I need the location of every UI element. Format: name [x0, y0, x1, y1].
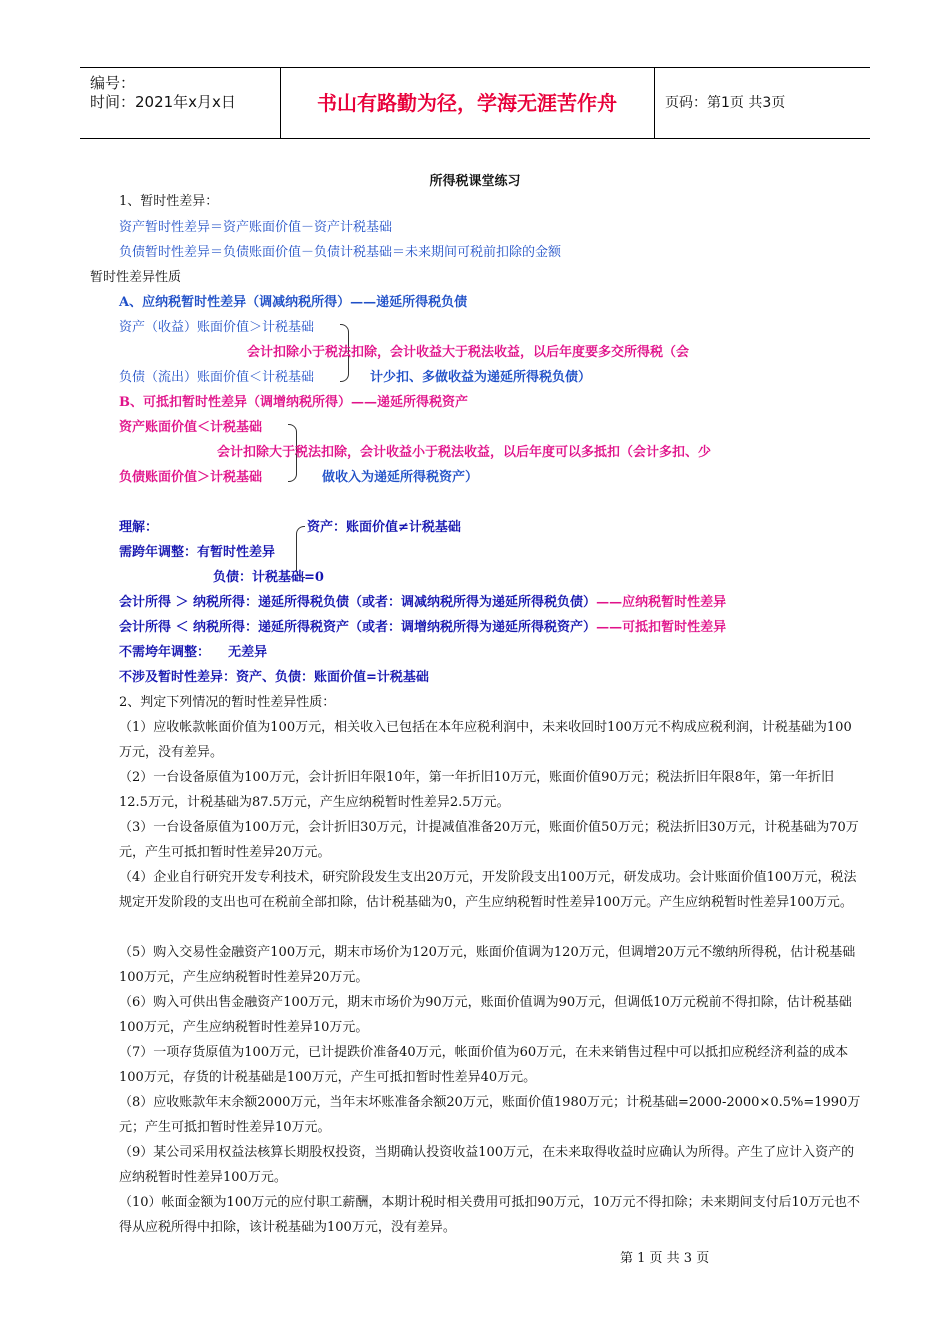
header-page-info: 页码：第1页 共3页 [665, 95, 786, 111]
deductible-diff-heading: B、可抵扣暂时性差异（调增纳税所得）——递延所得税资产 [119, 395, 468, 410]
exercise-item-9: （9）某公司采用权益法核算长期股权投资，当期确认投资收益100万元，在未来取得收益时应确认为所得。产生了应计入资产的应纳税暂时性差异100万元。 [119, 1145, 855, 1185]
case1-result: ——应纳税暂时性差异 [596, 595, 727, 610]
case2-result: ——可抵扣暂时性差异 [596, 620, 727, 635]
exercise-item-3: （3）一台设备原值为100万元，会计折旧30万元，计提减值准备20万元，账面价值50万元；税法折旧30万元，计税基础为70万元，产生可抵扣暂时性差异20万元。 [119, 820, 859, 860]
document-number-label: 编号： [90, 74, 136, 92]
no-temporary-difference: 不涉及暂时性差异：资产、负债：账面价值=计税基础 [119, 670, 429, 685]
header-page-cell [655, 68, 870, 138]
deductible-explain-1: 会计扣除大于税法扣除，会计收益小于税法收益，以后年度可以多抵扣（会计多扣、少 [217, 445, 712, 460]
header-motto-cell [280, 68, 655, 138]
taxable-explain-1: 会计扣除小于税法扣除，会计收益大于税法收益，以后年度要多交所得税（会 [247, 345, 690, 360]
understanding-label: 理解： [119, 520, 159, 535]
understanding-liability: 负债：计税基础=0 [213, 570, 324, 585]
deductible-explain-2: 做收入为递延所得税资产） [322, 470, 479, 485]
exercise-item-10: （10）帐面金额为100万元的应付职工薪酬，本期计税时相关费用可抵扣90万元，10万元不得扣除；未来期间支付后10万元也不得从应税所得中扣除，该计税基础为100万元，没有差异。 [119, 1195, 860, 1235]
taxable-liability-condition: 负债（流出）账面价值＜计税基础 [119, 370, 315, 385]
cross-year-adjust: 需跨年调整：有暂时性差异 [119, 545, 276, 560]
section1-heading: 1、暂时性差异： [119, 194, 219, 209]
page-footer: 第 1 页 共 3 页 [620, 1251, 710, 1266]
exercise-item-1: （1）应收帐款帐面价值为100万元，相关收入已包括在本年应税利润中，未来收回时100万元不构成应税利润，计税基础为100万元，没有差异。 [119, 720, 852, 760]
case-accounting-greater [119, 594, 726, 612]
header-left-cell [80, 68, 281, 138]
exercise-item-6: （6）购入可供出售金融资产100万元，期末市场价为90万元，账面价值调为90万元，但调低10万元税前不得扣除，估计税基础100万元，产生应纳税暂时性差异10万元。 [119, 995, 852, 1035]
exercise-item-2: （2）一台设备原值为100万元，会计折旧年限10年，第一年折旧10万元，账面价值90万元；税法折旧年限8年，第一年折旧12.5万元，计税基础为87.5万元，产生应纳税暂时性差异2.5万元。 [119, 770, 834, 810]
section2-heading: 2、判定下列情况的暂时性差异性质： [119, 695, 336, 710]
case-accounting-less [119, 619, 726, 637]
case1-text: 会计所得 ＞ 纳税所得：递延所得税负债（或者：调减纳税所得为递延所得税负债） [119, 595, 597, 610]
nature-heading: 暂时性差异性质 [90, 270, 182, 285]
header-motto: 书山有路勤为径，学海无涯苦作舟 [317, 91, 617, 115]
exercise-item-8: （8）应收账款年末余额2000万元，当年末坏账准备余额20万元，账面价值1980万元；计税基础=2000-2000×0.5%=1990万元；产生可抵扣暂时性差异10万元。 [119, 1095, 861, 1135]
case2-text: 会计所得 ＜ 纳税所得：递延所得税资产（或者：调增纳税所得为递延所得税资产） [119, 620, 597, 635]
liability-formula: 负债暂时性差异＝负债账面价值－负债计税基础＝未来期间可税前扣除的金额 [119, 245, 562, 260]
no-cross-year: 不需垮年调整： 无差异 [119, 645, 268, 660]
exercise-item-4: （4）企业自行研究开发专利技术，研究阶段发生支出20万元，开发阶段支出100万元，研发成功。会计账面价值100万元，税法规定开发阶段的支出也可在税前全部扣除，估计税基础为0，产生应纳税暂时性差异100万元。产生应纳税暂时性差异100万元。 [119, 870, 857, 910]
asset-formula: 资产暂时性差异＝资产账面价值－资产计税基础 [119, 220, 393, 235]
taxable-asset-condition: 资产（收益）账面价值＞计税基础 [119, 320, 315, 335]
understanding-asset: 资产：账面价值≠计税基础 [307, 520, 461, 535]
document-title: 所得税课堂练习 [429, 174, 521, 189]
page-header [80, 67, 870, 139]
deductible-asset-condition: 资产账面价值＜计税基础 [119, 420, 263, 435]
deductible-liability-condition: 负债账面价值＞计税基础 [119, 470, 263, 485]
taxable-diff-heading: A、应纳税暂时性差异（调减纳税所得）——递延所得税负债 [119, 295, 468, 310]
document-date-label: 时间：2021年x月x日 [90, 93, 236, 111]
exercise-item-7: （7）一项存货原值为100万元，已计提跌价准备40万元，帐面价值为60万元，在未来销售过程中可以抵扣应税经济利益的成本100万元，存货的计税基础是100万元，产生可抵扣暂时性差异40万元。 [119, 1045, 849, 1085]
exercise-item-5: （5）购入交易性金融资产100万元，期末市场价为120万元，账面价值调为120万元，但调增20万元不缴纳所得税，估计税基础100万元，产生应纳税暂时性差异20万元。 [119, 945, 856, 985]
taxable-explain-2: 计少扣、多做收益为递延所得税负债） [370, 370, 592, 385]
